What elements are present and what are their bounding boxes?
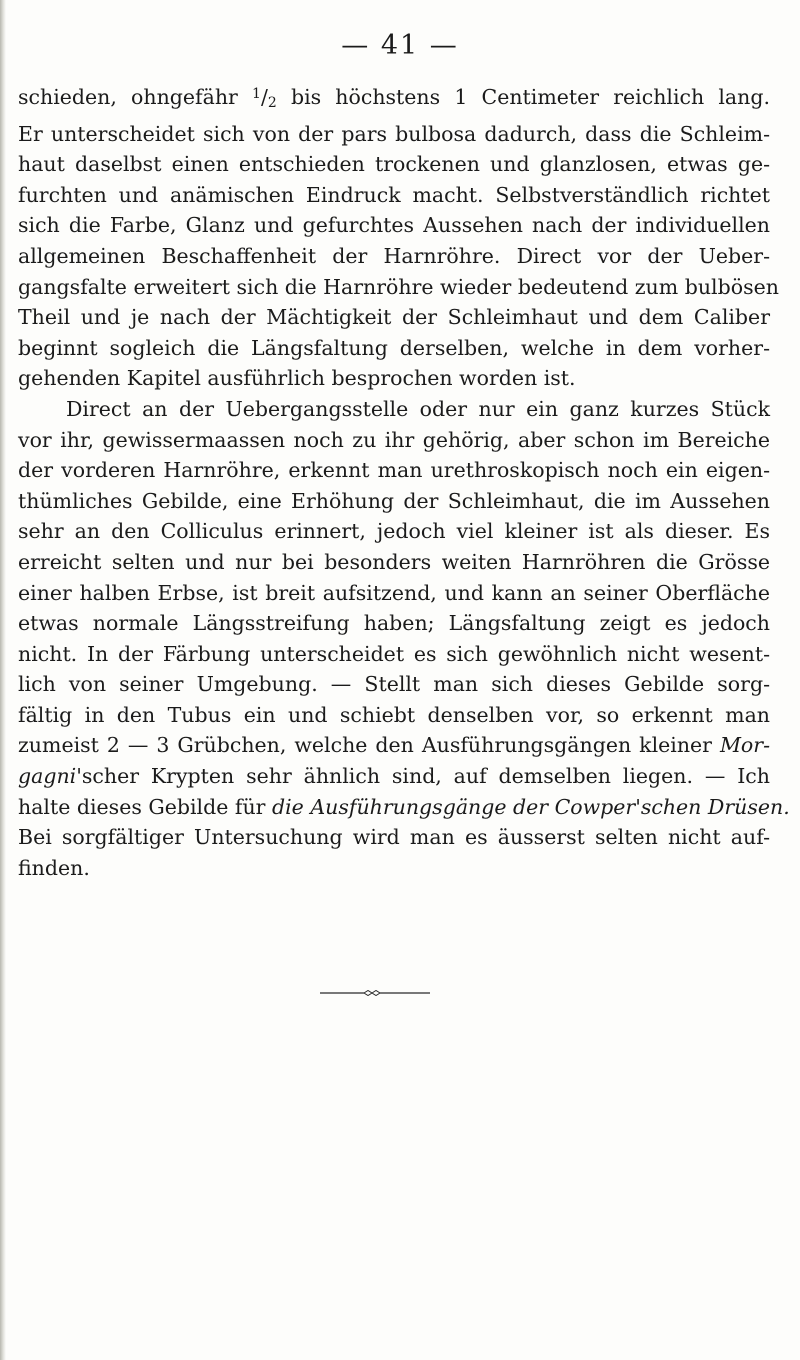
text-line-20: lich von seiner Umgebung. — Stellt man sich dieses Gebilde sorg- — [18, 672, 770, 697]
text-line-22: zumeist 2 — 3 Grübchen, welche den Ausführungsgängen kleiner Mor- — [18, 733, 770, 758]
text-line-2: Er unterscheidet sich von der pars bulbosa dadurch, dass die Schleim- — [18, 121, 770, 146]
text-line-23: gagni'scher Krypten sehr ähnlich sind, auf demselben liegen. — Ich — [18, 764, 770, 789]
italic-emphasis: die Ausführungsgänge der Cowper'schen Drüsen. — [272, 794, 790, 819]
text-line-7: gangsfalte erweitert sich die Harnröhre wieder bedeutend zum bulbösen — [18, 274, 779, 299]
fraction-slash: / — [260, 85, 268, 109]
text-line-12: vor ihr, gewissermaassen noch zu ihr gehörig, aber schon im Bereiche — [18, 427, 770, 452]
italic-name: gagni — [18, 764, 77, 789]
page-binding-edge — [0, 0, 6, 1360]
text-line-10: gehenden Kapitel ausführlich besprochen worden ist. — [18, 366, 576, 391]
text-line-19: nicht. In der Färbung unterscheidet es sich gewöhnlich nicht wesent- — [18, 641, 770, 666]
section-end-ornament — [320, 990, 430, 996]
text-line-25: Bei sorgfältiger Untersuchung wird man es äusserst selten nicht auf- — [18, 825, 770, 850]
text-line-11: Direct an der Uebergangsstelle oder nur ein ganz kurzes Stück — [66, 396, 770, 421]
fraction-denominator: 2 — [267, 95, 277, 111]
text-line-6: allgemeinen Beschaffenheit der Harnröhre. Direct vor der Ueber- — [18, 243, 770, 268]
text-line-21: fältig in den Tubus ein und schiebt denselben vor, so erkennt man — [18, 702, 770, 727]
text-line-8: Theil und je nach der Mächtigkeit der Schleimhaut und dem Caliber — [18, 305, 770, 330]
text-line-15: sehr an den Colliculus erinnert, jedoch viel kleiner ist als dieser. Es — [18, 519, 770, 544]
text-line-26: finden. — [18, 855, 90, 880]
text-line-17: einer halben Erbse, ist breit aufsitzend, und kann an seiner Oberfläche — [18, 580, 770, 605]
fraction-numerator: 1 — [252, 86, 261, 102]
text-line-16: erreicht selten und nur bei besonders weiten Harnröhren die Grösse — [18, 549, 770, 574]
page-number-header: — 41 — — [341, 30, 459, 61]
text-line-24: halte dieses Gebilde für die Ausführungsgänge der Cowper'schen Drüsen. — [18, 794, 790, 819]
text-line-13: der vorderen Harnröhre, erkennt man urethroskopisch noch ein eigen- — [18, 458, 770, 483]
text-line-9: beginnt sogleich die Längsfaltung derselben, welche in dem vorher- — [18, 335, 770, 360]
text-line-5: sich die Farbe, Glanz und gefurchtes Aussehen nach der individuellen — [18, 213, 770, 238]
italic-name: Mor- — [711, 733, 770, 758]
text-line-18: etwas normale Längsstreifung haben; Längsfaltung zeigt es jedoch — [18, 611, 770, 636]
text-line-4: furchten und anämischen Eindruck macht. Selbstverständlich richtet — [18, 182, 770, 207]
text-line-14: thümliches Gebilde, eine Erhöhung der Schleimhaut, die im Aussehen — [18, 488, 770, 513]
text-line-3: haut daselbst einen entschieden trockenen und glanzlosen, etwas ge- — [18, 152, 770, 177]
body-text — [18, 79, 790, 883]
text-line-1: schieden, ohngefähr $^1$/2 bis höchstens 1 Centimeter reichlich lang. — [18, 85, 770, 111]
